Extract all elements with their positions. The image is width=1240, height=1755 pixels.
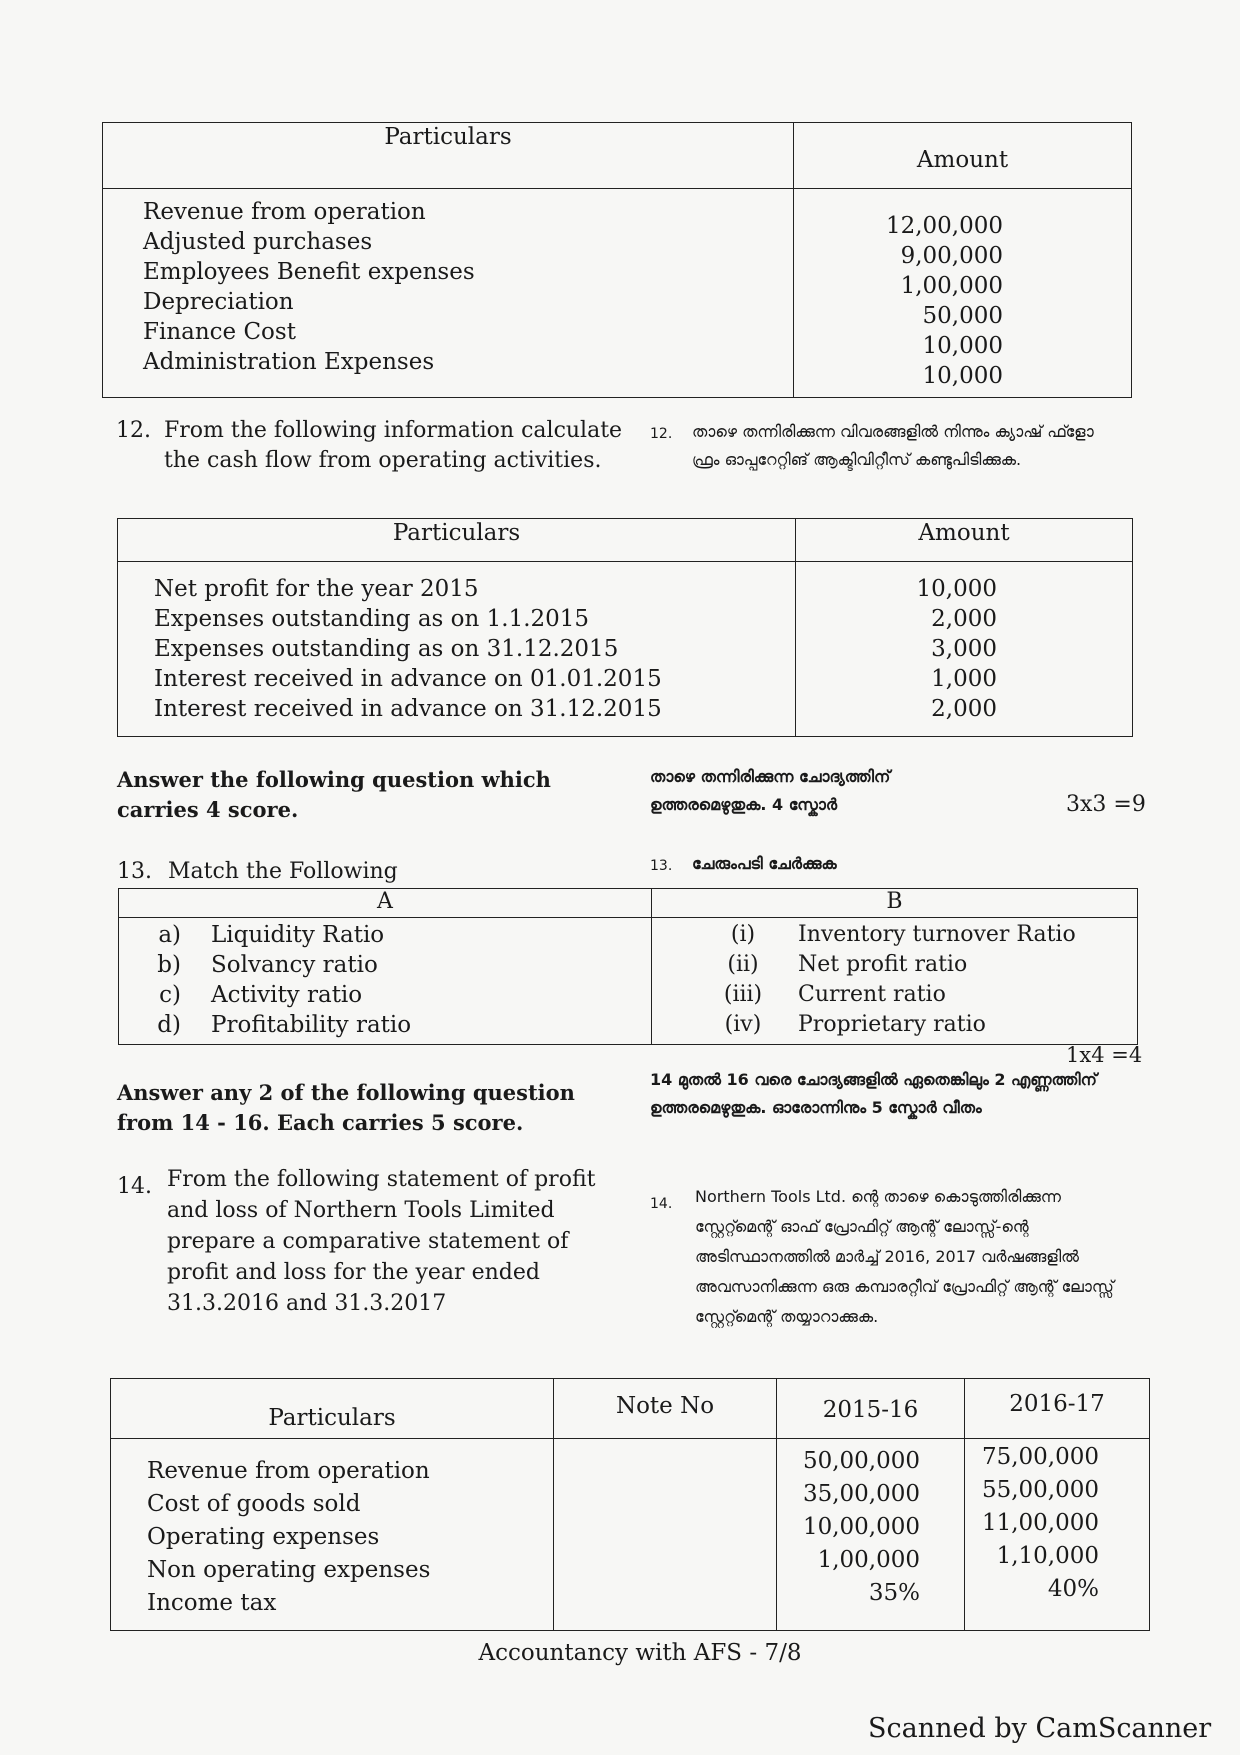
match-a-text: Profitability ratio — [211, 1012, 412, 1038]
table-1-header-amount: Amount — [794, 123, 1132, 189]
table-1-header-particulars: Particulars — [103, 123, 794, 189]
match-b-label: (ii) — [727, 952, 759, 977]
q12-number: 12. — [116, 418, 151, 443]
match-a-label: c) — [159, 982, 181, 1008]
table-1-row-particular: Administration Expenses — [143, 349, 435, 375]
table-3-header-2015-16: 2015-16 — [777, 1379, 965, 1439]
table-1-row-particular: Adjusted purchases — [143, 229, 373, 255]
scanner-watermark: Scanned by CamScanner — [868, 1713, 1212, 1744]
match-a-label: b) — [157, 952, 181, 978]
section-5-ml-instruction: 14 മുതൽ 16 വരെ ചോദ്യങ്ങളിൽ ഏതെങ്കിലും 2 എണ്ണത്തിന് ഉത്തരമെഴുതുക. ഓരോന്നിനും 5 സ്കോർ വീതം — [650, 1070, 1097, 1117]
table-1-row-amount: 9,00,000 — [900, 243, 1003, 269]
match-table — [118, 888, 1138, 1045]
table-1-row-particular: Employees Benefit expenses — [143, 259, 475, 285]
match-a-text: Liquidity Ratio — [211, 922, 385, 948]
table-3-row-2015-16: 10,00,000 — [802, 1514, 920, 1540]
q13-number: 13. — [117, 859, 152, 884]
section-4-score: 3x3 =9 — [1066, 792, 1146, 817]
match-b-text: Proprietary ratio — [798, 1012, 986, 1037]
q13-score: 1x4 =4 — [1066, 1043, 1143, 1067]
table-2-header-particulars: Particulars — [118, 519, 796, 562]
table-3-header-note: Note No — [554, 1379, 777, 1439]
table-1-row-amount: 10,000 — [922, 363, 1003, 389]
match-a-label: d) — [157, 1012, 181, 1038]
q12-ml-text: താഴെ തന്നിരിക്കുന്ന വിവരങ്ങളിൽ നിന്നും ക്യാഷ് ഫ്ളോ ഫ്രം ഓപ്പറേറ്റിങ് ആക്ടിവിറ്റീസ് കണ്ടുപിടിക്കുക. — [692, 422, 1094, 469]
table-3-note-cell — [554, 1439, 777, 1631]
table-3 — [110, 1378, 1150, 1631]
match-column-a — [119, 918, 652, 1045]
q12-ml-number: 12. — [650, 426, 673, 442]
table-1-particulars-cell — [103, 189, 794, 398]
q13-ml-number: 13. — [650, 858, 673, 874]
match-b-text: Inventory turnover Ratio — [798, 922, 1076, 947]
table-1-row-amount: 50,000 — [922, 303, 1003, 329]
match-header-a: A — [119, 889, 652, 918]
match-b-label: (iii) — [723, 982, 763, 1007]
match-column-b — [652, 918, 1138, 1045]
table-2-header-amount: Amount — [796, 519, 1133, 562]
table-2-row-particular: Net profit for the year 2015 — [154, 576, 479, 602]
table-2-row-particular: Expenses outstanding as on 31.12.2015 — [154, 636, 619, 662]
table-3-row-2016-17: 11,00,000 — [981, 1510, 1099, 1536]
table-2-row-amount: 10,000 — [916, 576, 997, 602]
match-b-text: Net profit ratio — [798, 952, 968, 977]
table-3-row-particular: Non operating expenses — [147, 1557, 431, 1583]
table-3-header-particulars: Particulars — [111, 1379, 554, 1439]
q13-ml-text: ചേരുംപടി ചേർക്കുക — [692, 854, 837, 873]
q14-text: From the following statement of profit and loss of Northern Tools Limited prepare a comparative statement of profit and loss for the year ended 31.3.2016 and 31.3.2017 — [167, 1167, 596, 1316]
page-footer-label: Accountancy with AFS - 7/8 — [478, 1640, 802, 1666]
table-3-row-2016-17: 40% — [1047, 1576, 1099, 1602]
q14-ml-text: Northern Tools Ltd. ന്റെ താഴെ കൊടുത്തിരിക്കുന്ന സ്റ്റേറ്റ്മെന്റ് ഓഫ് പ്രോഫിറ്റ് ആന്റ് ലോസ്സ്-ന്റെ അടിസ്ഥാനത്തിൽ മാർച്ച് 2016, 2017 വർഷങ്ങളിൽ അവസാനിക്കുന്ന ഒരു കമ്പാരറ്റീവ് പ്രോഫിറ്റ് ആന്റ് ലോസ്സ് സ്റ്റേറ്റ്മെന്റ് തയ്യാറാക്കുക. — [695, 1187, 1114, 1326]
table-2-row-particular: Expenses outstanding as on 1.1.2015 — [154, 606, 590, 632]
table-2-row-particular: Interest received in advance on 01.01.2015 — [154, 666, 662, 692]
table-1-row-amount: 10,000 — [922, 333, 1003, 359]
section-4-ml-instruction: താഴെ തന്നിരിക്കുന്ന ചോദ്യത്തിന് ഉത്തരമെഴുതുക. 4 സ്കോർ — [650, 767, 891, 814]
table-3-row-particular: Revenue from operation — [147, 1458, 430, 1484]
table-1 — [102, 122, 1132, 398]
q14-ml-number: 14. — [650, 1196, 673, 1212]
match-b-label: (i) — [730, 922, 756, 947]
table-3-row-particular: Operating expenses — [147, 1524, 380, 1550]
table-3-row-2016-17: 1,10,000 — [996, 1543, 1099, 1569]
table-3-row-2015-16: 1,00,000 — [817, 1547, 920, 1573]
match-a-text: Solvancy ratio — [211, 952, 378, 978]
q14-number: 14. — [117, 1174, 152, 1199]
table-2-amount-cell — [796, 562, 1133, 737]
table-1-row-amount: 12,00,000 — [885, 213, 1003, 239]
q12-text: From the following information calculate the cash flow from operating activities. — [164, 418, 623, 473]
match-b-label: (iv) — [724, 1012, 762, 1037]
table-1-amount-cell — [794, 189, 1132, 398]
table-3-2016-17-cell — [965, 1439, 1150, 1631]
table-3-2015-16-cell — [777, 1439, 965, 1631]
section-4-instruction: Answer the following question which carries 4 score. — [117, 767, 551, 822]
table-2-row-amount: 2,000 — [931, 696, 997, 722]
table-2-row-amount: 3,000 — [931, 636, 997, 662]
match-header-b: B — [652, 889, 1138, 918]
table-3-row-2016-17: 75,00,000 — [981, 1444, 1099, 1470]
table-3-particulars-cell — [111, 1439, 554, 1631]
q13-text: Match the Following — [168, 859, 398, 884]
table-2-particulars-cell — [118, 562, 796, 737]
table-1-row-amount: 1,00,000 — [900, 273, 1003, 299]
match-a-text: Activity ratio — [211, 982, 363, 1008]
table-2-row-amount: 2,000 — [931, 606, 997, 632]
match-a-label: a) — [158, 922, 181, 948]
match-b-text: Current ratio — [798, 982, 946, 1007]
table-3-row-particular: Income tax — [147, 1590, 277, 1616]
table-3-row-2015-16: 50,00,000 — [802, 1448, 920, 1474]
section-5-instruction: Answer any 2 of the following question from 14 - 16. Each carries 5 score. — [117, 1080, 575, 1135]
table-3-row-2016-17: 55,00,000 — [981, 1477, 1099, 1503]
table-1-row-particular: Depreciation — [143, 289, 294, 315]
table-1-row-particular: Finance Cost — [143, 319, 296, 345]
table-2-row-particular: Interest received in advance on 31.12.2015 — [154, 696, 662, 722]
table-1-row-particular: Revenue from operation — [143, 199, 426, 225]
table-3-header-2016-17: 2016-17 — [965, 1379, 1150, 1439]
table-2 — [117, 518, 1133, 737]
table-3-row-2015-16: 35,00,000 — [802, 1481, 920, 1507]
table-3-row-2015-16: 35% — [868, 1580, 920, 1606]
table-2-row-amount: 1,000 — [931, 666, 997, 692]
table-3-row-particular: Cost of goods sold — [147, 1491, 361, 1517]
